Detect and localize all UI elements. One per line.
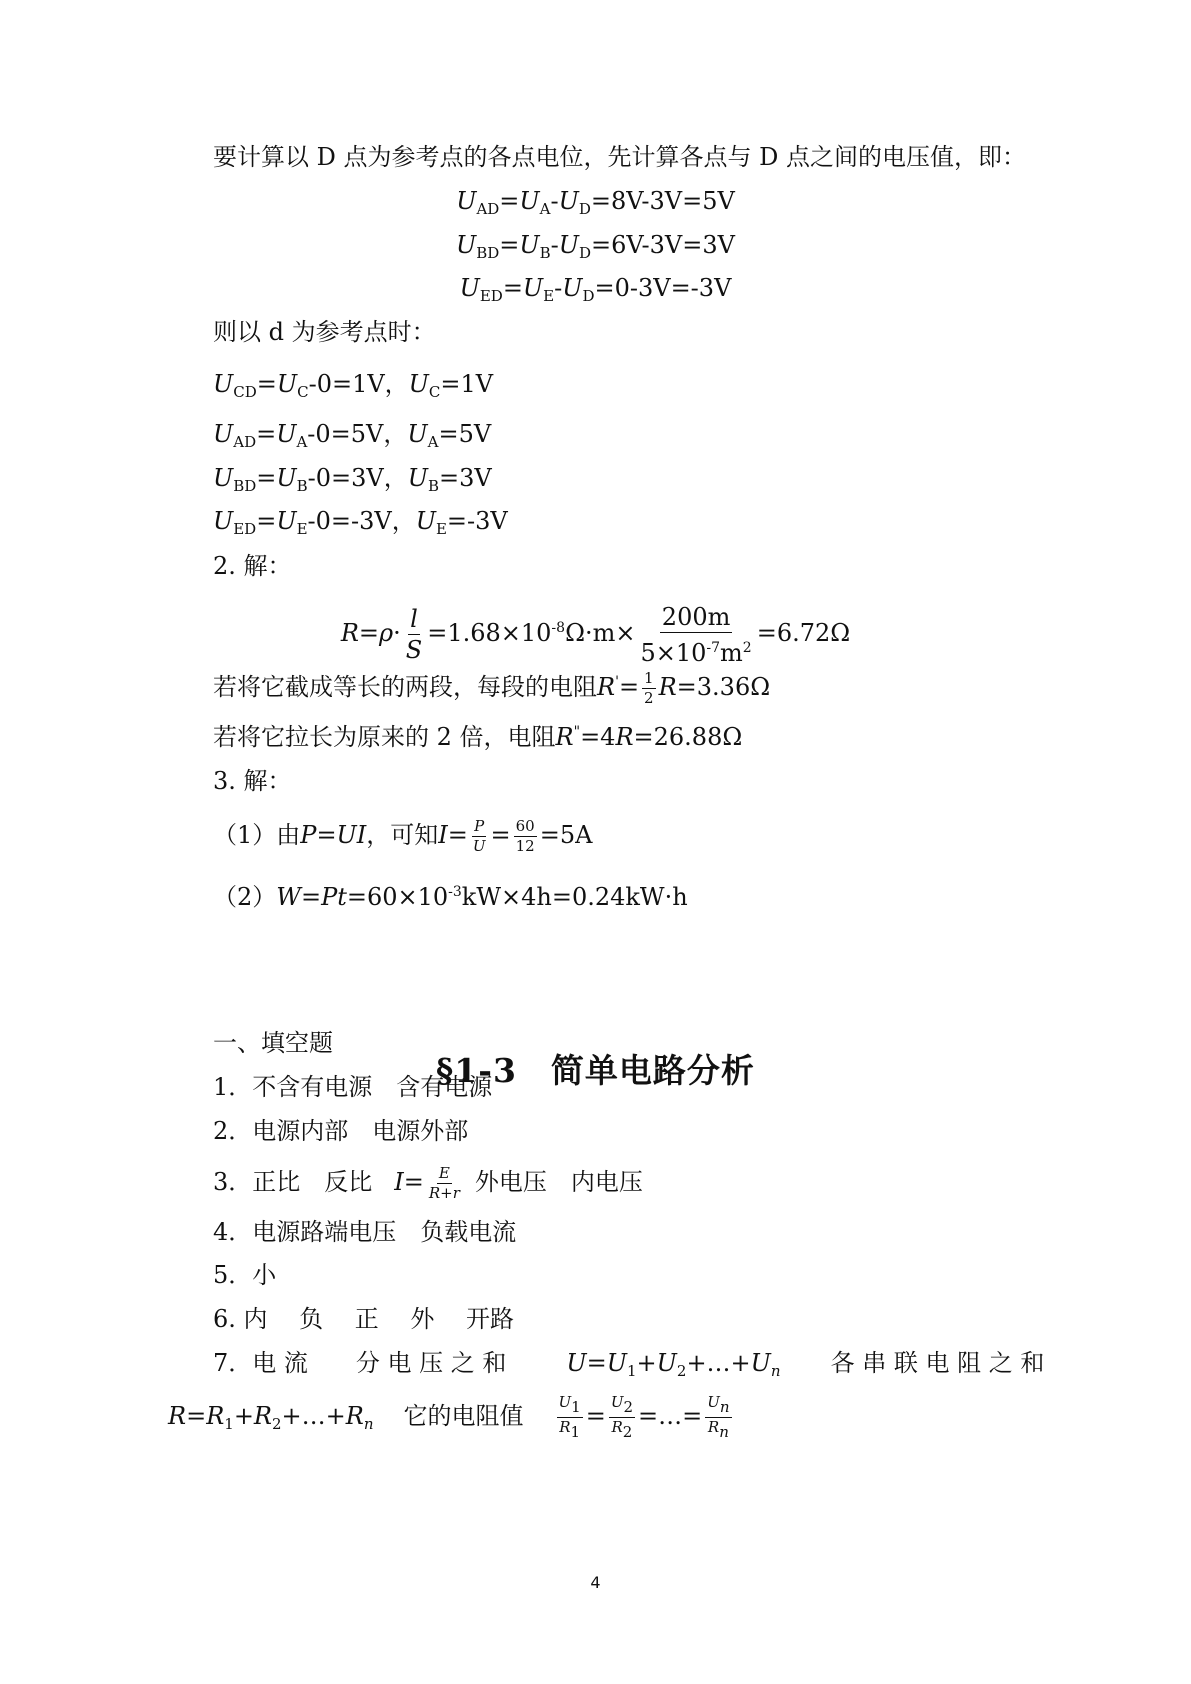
p-over-u-fraction: $\frac{P}{U}$ (472, 817, 486, 855)
q2-label: 2. 解： (213, 552, 292, 580)
q3-label: 3. 解： (213, 767, 292, 795)
equation-uad-d: $U_{AD}=U_A-0=5V$，$U_A=5V$ (213, 420, 492, 451)
answer-5: 5．小 (213, 1261, 277, 1289)
equation-uad: $U_{AD}=U_A-U_D=8V-3V=5V$ (456, 187, 735, 218)
answer-1: 1．不含有电源 含有电源 (213, 1073, 493, 1101)
cut-in-half-text: 若将它截成等长的两段，每段的电阻R'= $\frac{1}{2}$ R=3.36Ω (213, 669, 771, 707)
stretch-text: 若将它拉长为原来的 2 倍，电阻R"=4R=26.88Ω (213, 723, 743, 751)
q3-part2: $(2)W=Pt=60\times 10^{-3}kW\times 4h=0.24kW\cdot h$ (213, 883, 688, 911)
intro-text: 要计算以 D 点为参考点的各点电位，先计算各点与 D 点之间的电压值，即： (213, 143, 1026, 171)
sixty-over-twelve-fraction: $\frac{60}{12}$ (515, 817, 535, 855)
answer-2: 2．电源内部 电源外部 (213, 1117, 469, 1145)
answer-6: 6. 内 负 正 外 开路 (213, 1305, 515, 1333)
answer-7-line1: 7．电 流 分 电 压 之 和 $U=U_1+U_2+\dots+U_n$ 各 串 联 电 阻 之 和 (213, 1349, 1045, 1380)
equation-ucd: $U_{CD}=U_C-0=1V$，$U_C=1V$ (213, 370, 494, 401)
equation-ued: $U_{ED}=U_E-U_D=0-3V=-3V$ (459, 274, 732, 305)
equation-ubd-d: $U_{BD}=U_B-0=3V$，$U_B=3V$ (213, 464, 492, 495)
length-over-area-fraction: $\frac{200m}{5\times 10^{-7}m^2}$ (640, 602, 752, 667)
equation-ubd: $U_{BD}=U_B-U_D=6V-3V=3V$ (456, 231, 735, 262)
equation-ued-d: $U_{ED}=U_E-0=-3V$，$U_E=-3V$ (213, 507, 508, 538)
answer-3: 3．正比 反比 I= $\frac{E}{R+r}$ 外电压 内电压 (213, 1164, 643, 1202)
half-fraction: $\frac{1}{2}$ (644, 669, 654, 707)
answer-7-line2: $R=R_1+R_2+\dots+R_n$ 它的电阻值 $\frac{U_1}{R_1}$ = $\frac{U_2}{R_2}$ =…= $\frac{U_n}{R_n}$ (168, 1393, 730, 1441)
u2-over-r2-fraction: $\frac{U_2}{R_2}$ (610, 1393, 634, 1441)
answer-4: 4．电源路端电压 负载电流 (213, 1218, 517, 1246)
fill-in-heading: 一、填空题 (213, 1029, 333, 1057)
l-over-s-fraction: $\frac{l}{S}$ (405, 605, 423, 664)
u1-over-r1-fraction: $\frac{U_1}{R_1}$ (558, 1393, 581, 1441)
section-title: §1-3 简单电路分析 (436, 1051, 755, 1090)
page-number: 4 (590, 1573, 601, 1592)
d-reference-text: 则以 d 为参考点时： (213, 318, 436, 346)
un-over-rn-fraction: $\frac{U_n}{R_n}$ (707, 1393, 730, 1441)
q3-part1: （1）由P=UI，可知I= $\frac{P}{U}$ = $\frac{60}{12}$ =5A (213, 817, 593, 855)
e-over-r-fraction: $\frac{E}{R+r}$ (428, 1164, 460, 1202)
resistance-formula: R=ρ· $\frac{l}{S}$ $=1.68\times 10^{-8}\Omega\cdot m\times$ $\frac{200m}{5\times 10^{-7}m^2}$ =6.72Ω (340, 602, 851, 667)
